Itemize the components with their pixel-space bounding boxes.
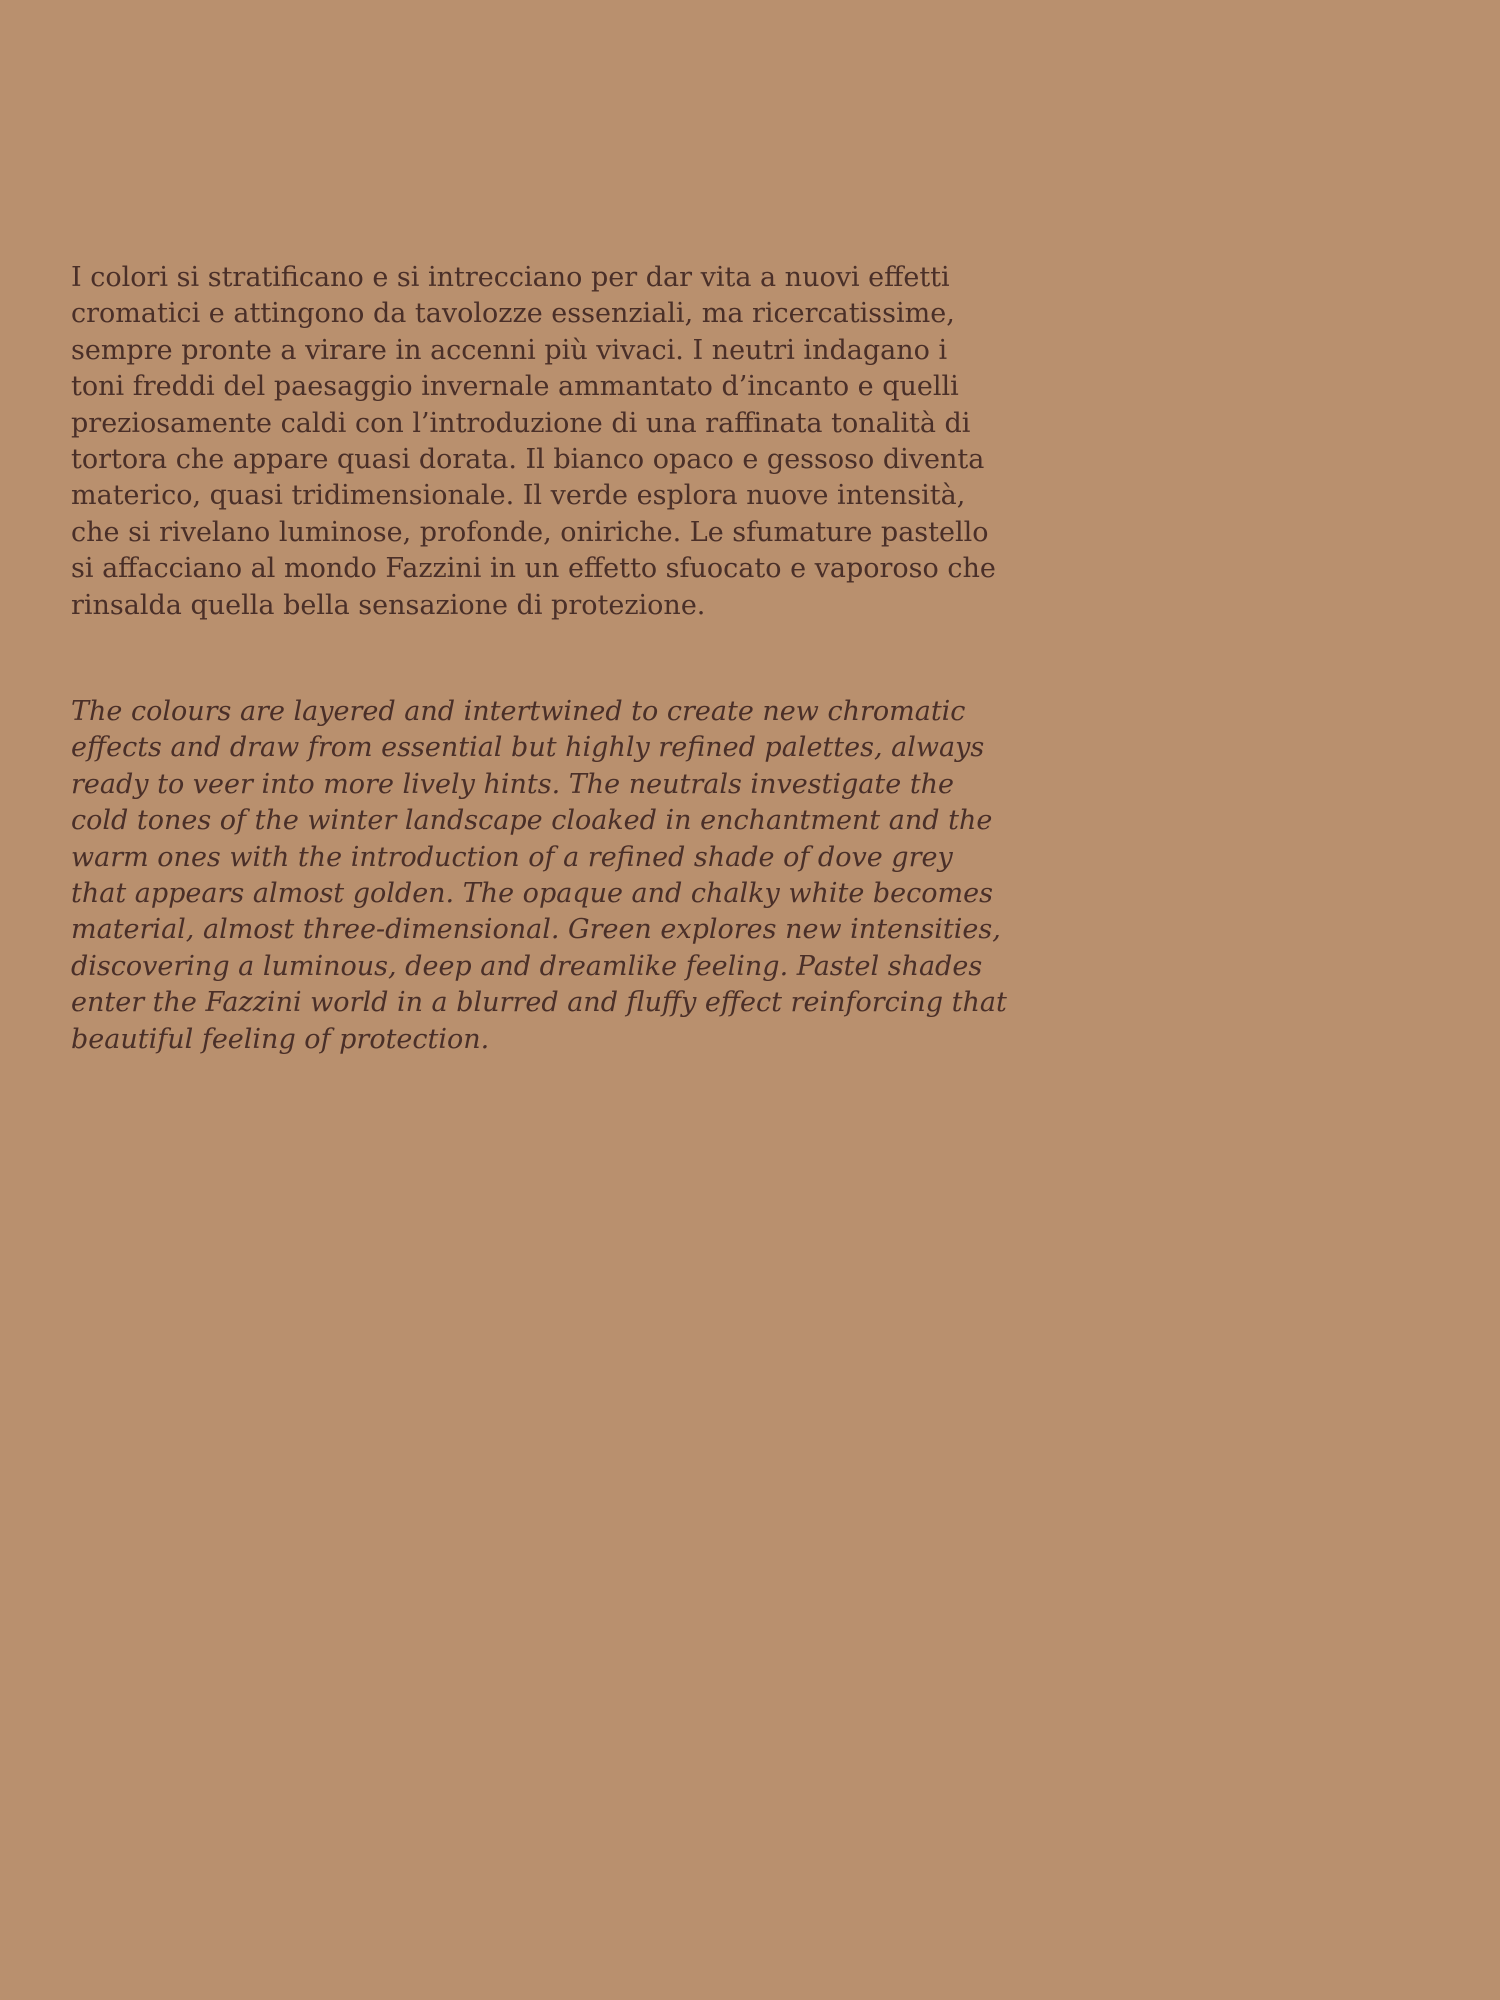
italian-line: tortora che appare quasi dorata. Il bianco opaco e gessoso diventa [71, 444, 985, 476]
english-line: warm ones with the introduction of a refined shade of dove grey [71, 841, 953, 873]
italian-line: preziosamente caldi con l’introduzione di una raffinata tonalità di [71, 407, 971, 439]
italian-line: materico, quasi tridimensionale. Il verde esplora nuove intensità, [71, 480, 966, 512]
english-line: ready to veer into more lively hints. The neutrals investigate the [71, 768, 955, 800]
english-line: discovering a luminous, deep and dreamlike feeling. Pastel shades [71, 950, 983, 982]
english-line: beautiful feeling of protection. [71, 1023, 490, 1055]
italian-line: toni freddi del paesaggio invernale ammantato d’incanto e quelli [71, 371, 959, 403]
english-paragraph [71, 694, 1007, 1058]
english-line: enter the Fazzini world in a blurred and fluffy effect reinforcing that [71, 987, 1007, 1019]
italian-line: rinsalda quella bella sensazione di protezione. [71, 589, 706, 621]
italian-paragraph [71, 260, 996, 624]
italian-line: sempre pronte a virare in accenni più vivaci. I neutri indagano i [71, 334, 948, 366]
english-line: The colours are layered and intertwined to create new chromatic [71, 696, 966, 727]
english-line: material, almost three-dimensional. Green explores new intensities, [71, 914, 1001, 946]
italian-line: si affacciano al mondo Fazzini in un effetto sfuocato e vaporoso che [71, 553, 996, 585]
italian-line: che si rivelano luminose, profonde, oniriche. Le sfumature pastello [71, 516, 989, 548]
italian-line: I colori si stratificano e si intrecciano per dar vita a nuovi effetti [71, 262, 950, 293]
english-line: that appears almost golden. The opaque and chalky white becomes [71, 878, 993, 910]
english-line: cold tones of the winter landscape cloaked in enchantment and the [71, 805, 993, 837]
italian-line: cromatici e attingono da tavolozze essenziali, ma ricercatissime, [71, 298, 955, 330]
english-line: effects and draw from essential but highly refined palettes, always [71, 732, 985, 764]
